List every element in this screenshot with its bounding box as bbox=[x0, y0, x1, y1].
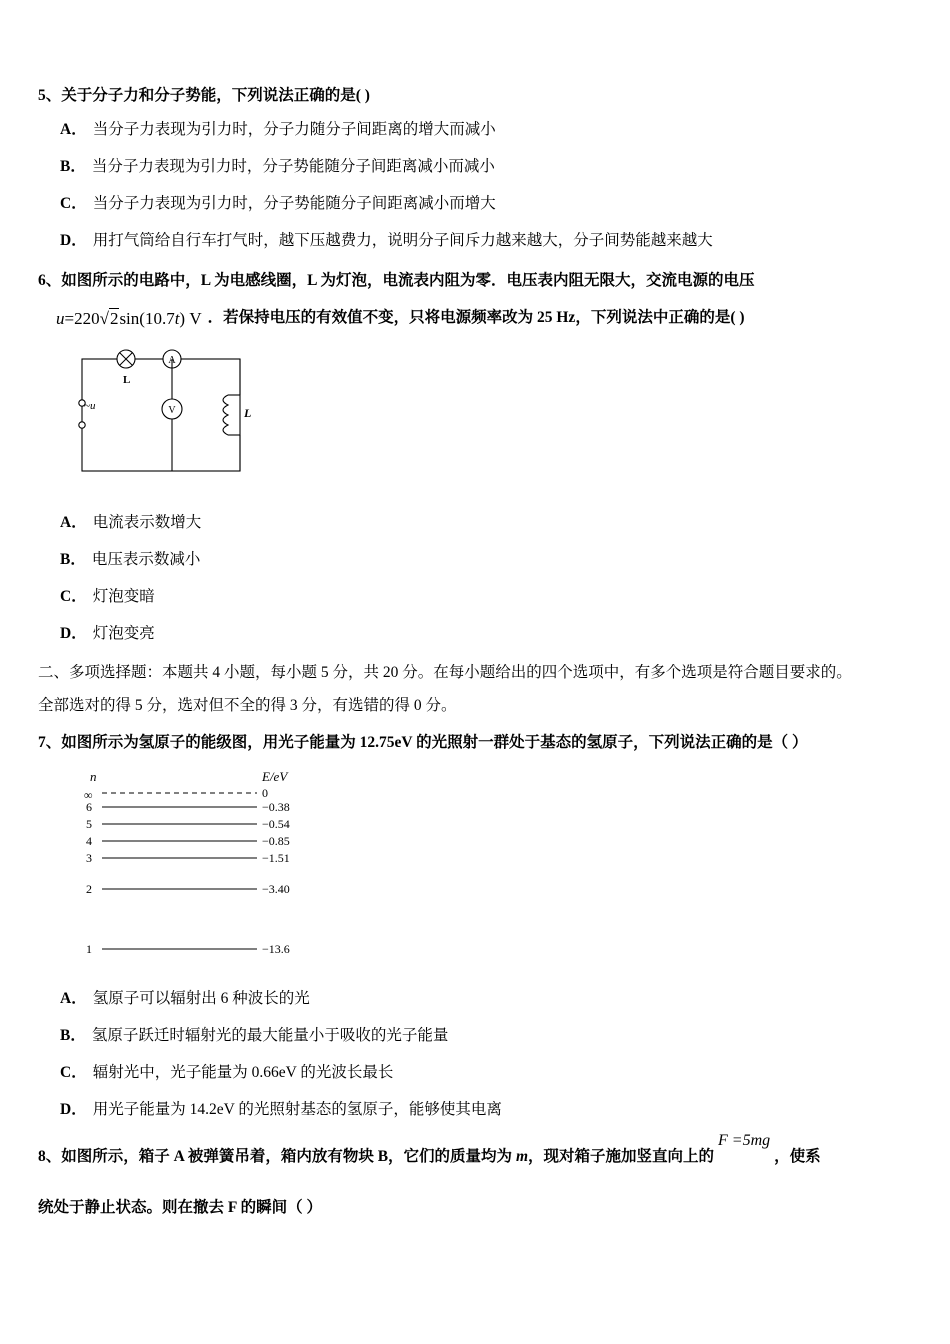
level-3-n: 3 bbox=[86, 850, 92, 865]
level-4-n: 4 bbox=[86, 833, 92, 848]
option-label: C． bbox=[60, 1063, 87, 1081]
ac-circuit-svg bbox=[68, 343, 268, 493]
option-text: 灯泡变亮 bbox=[92, 625, 155, 643]
question-7-option-c bbox=[38, 1061, 918, 1085]
level-1-n: 1 bbox=[86, 941, 92, 956]
hydrogen-energy-level-diagram bbox=[72, 767, 372, 977]
option-label: B． bbox=[60, 1026, 86, 1044]
question-7-option-b bbox=[38, 1024, 918, 1048]
question-5-stem: 5、关于分子力和分子势能，下列说法正确的是( ) bbox=[38, 87, 370, 104]
question-5-option-d bbox=[38, 229, 918, 253]
question-6-option-b bbox=[38, 548, 918, 572]
level-3-energy: −1.51 bbox=[262, 850, 290, 865]
option-label: A． bbox=[60, 514, 87, 532]
level-6-energy: −0.38 bbox=[262, 799, 290, 814]
level-4-energy: −0.85 bbox=[262, 833, 290, 848]
option-text: 灯泡变暗 bbox=[92, 588, 155, 606]
option-text: 电压表示数减小 bbox=[91, 551, 201, 569]
level-1-energy: −13.6 bbox=[262, 941, 290, 956]
option-label: B． bbox=[60, 158, 86, 176]
option-label: C． bbox=[60, 195, 87, 213]
option-text: 用打气筒给自行车打气时，越下压越费力，说明分子间斥力越来越大，分子间势能越来越大 bbox=[92, 232, 713, 250]
option-text: 当分子力表现为引力时，分子势能随分子间距离减小而增大 bbox=[92, 195, 496, 213]
option-text: 氢原子可以辐射出 6 种波长的光 bbox=[92, 989, 310, 1007]
level-5-energy: −0.54 bbox=[262, 816, 290, 831]
question-8-force-formula: F =5mg bbox=[718, 1131, 771, 1149]
question-5-option-b bbox=[38, 155, 918, 179]
question-8-part2: ，现对箱子施加竖直向上的 bbox=[528, 1147, 715, 1165]
option-label: D． bbox=[60, 1100, 87, 1118]
question-7-option-a bbox=[38, 987, 918, 1011]
level-5-n: 5 bbox=[86, 816, 92, 831]
level-2-energy: −3.40 bbox=[262, 881, 290, 896]
question-8-mass-symbol: m bbox=[515, 1147, 528, 1165]
source-label: ~u bbox=[84, 400, 96, 413]
option-label: A． bbox=[60, 121, 87, 139]
infinity-label: ∞ bbox=[84, 787, 93, 802]
question-8 bbox=[38, 1131, 918, 1228]
section-2-note-line1: 二、多项选择题：本题共 4 小题，每小题 5 分，共 20 分。在每小题给出的四个选项中，有多个选项是符合题目要求的。 bbox=[38, 664, 852, 682]
lamp-label: L bbox=[123, 374, 131, 387]
ammeter-label: A bbox=[168, 355, 176, 367]
option-text: 氢原子跃迁时辐射光的最大能量小于吸收的光子能量 bbox=[91, 1026, 449, 1044]
axis-n-label: n bbox=[90, 768, 97, 784]
energy-level-svg bbox=[72, 767, 372, 977]
question-8-part3: ，使系 bbox=[774, 1147, 821, 1165]
option-text: 电流表示数增大 bbox=[92, 514, 202, 532]
option-label: D． bbox=[60, 232, 87, 250]
question-5-option-c bbox=[38, 192, 918, 216]
option-text: 用光子能量为 14.2eV 的光照射基态的氢原子，能够使其电离 bbox=[92, 1100, 502, 1118]
option-label: B． bbox=[60, 551, 86, 569]
option-label: C． bbox=[60, 588, 87, 606]
question-7-stem: 7、如图所示为氢原子的能级图，用光子能量为 12.75eV 的光照射一群处于基态的氢原子，下列说法正确的是（ ） bbox=[38, 733, 808, 751]
question-8-line2: 统处于静止状态。则在撤去 F 的瞬间（ ） bbox=[38, 1198, 323, 1216]
question-6-stem-line2: ．若保持电压的有效值不变，只将电源频率改为 25 Hz，下列说法中正确的是( ) bbox=[207, 309, 745, 327]
level-6-n: 6 bbox=[86, 799, 92, 814]
option-label: D． bbox=[60, 625, 87, 643]
question-6-formula-row bbox=[38, 305, 918, 329]
question-6-stem-line1: 6、如图所示的电路中，L 为电感线圈，L 为灯泡，电流表内阻为零．电压表内阻无限大，交流电源的电压 bbox=[38, 272, 755, 290]
option-text: 当分子力表现为引力时，分子力随分子间距离的增大而减小 bbox=[92, 121, 496, 139]
level-2-n: 2 bbox=[86, 881, 92, 896]
question-6-formula: u=220√2sin(10.7t) V bbox=[56, 309, 202, 329]
question-7-option-d bbox=[38, 1098, 918, 1122]
question-8-part1: 8、如图所示，箱子 A 被弹簧吊着，箱内放有物块 B，它们的质量均为 bbox=[38, 1147, 516, 1165]
section-2-note-line2: 全部选对的得 5 分，选对但不全的得 3 分，有选错的得 0 分。 bbox=[38, 696, 457, 714]
option-text: 当分子力表现为引力时，分子势能随分子间距离减小而减小 bbox=[91, 158, 495, 176]
question-6-option-c bbox=[38, 585, 918, 609]
inductor-label: L bbox=[244, 406, 252, 421]
question-5-option-a bbox=[38, 118, 918, 142]
question-6-option-d bbox=[38, 622, 918, 646]
ac-circuit-diagram bbox=[68, 343, 268, 493]
question-6-option-a bbox=[38, 511, 918, 535]
page-content bbox=[38, 84, 918, 1228]
top-value-label: 0 bbox=[262, 785, 268, 800]
option-label: A． bbox=[60, 989, 87, 1007]
axis-e-label: E/eV bbox=[262, 768, 288, 784]
voltmeter-label: V bbox=[168, 405, 176, 417]
option-text: 辐射光中，光子能量为 0.66eV 的光波长最长 bbox=[92, 1063, 394, 1081]
